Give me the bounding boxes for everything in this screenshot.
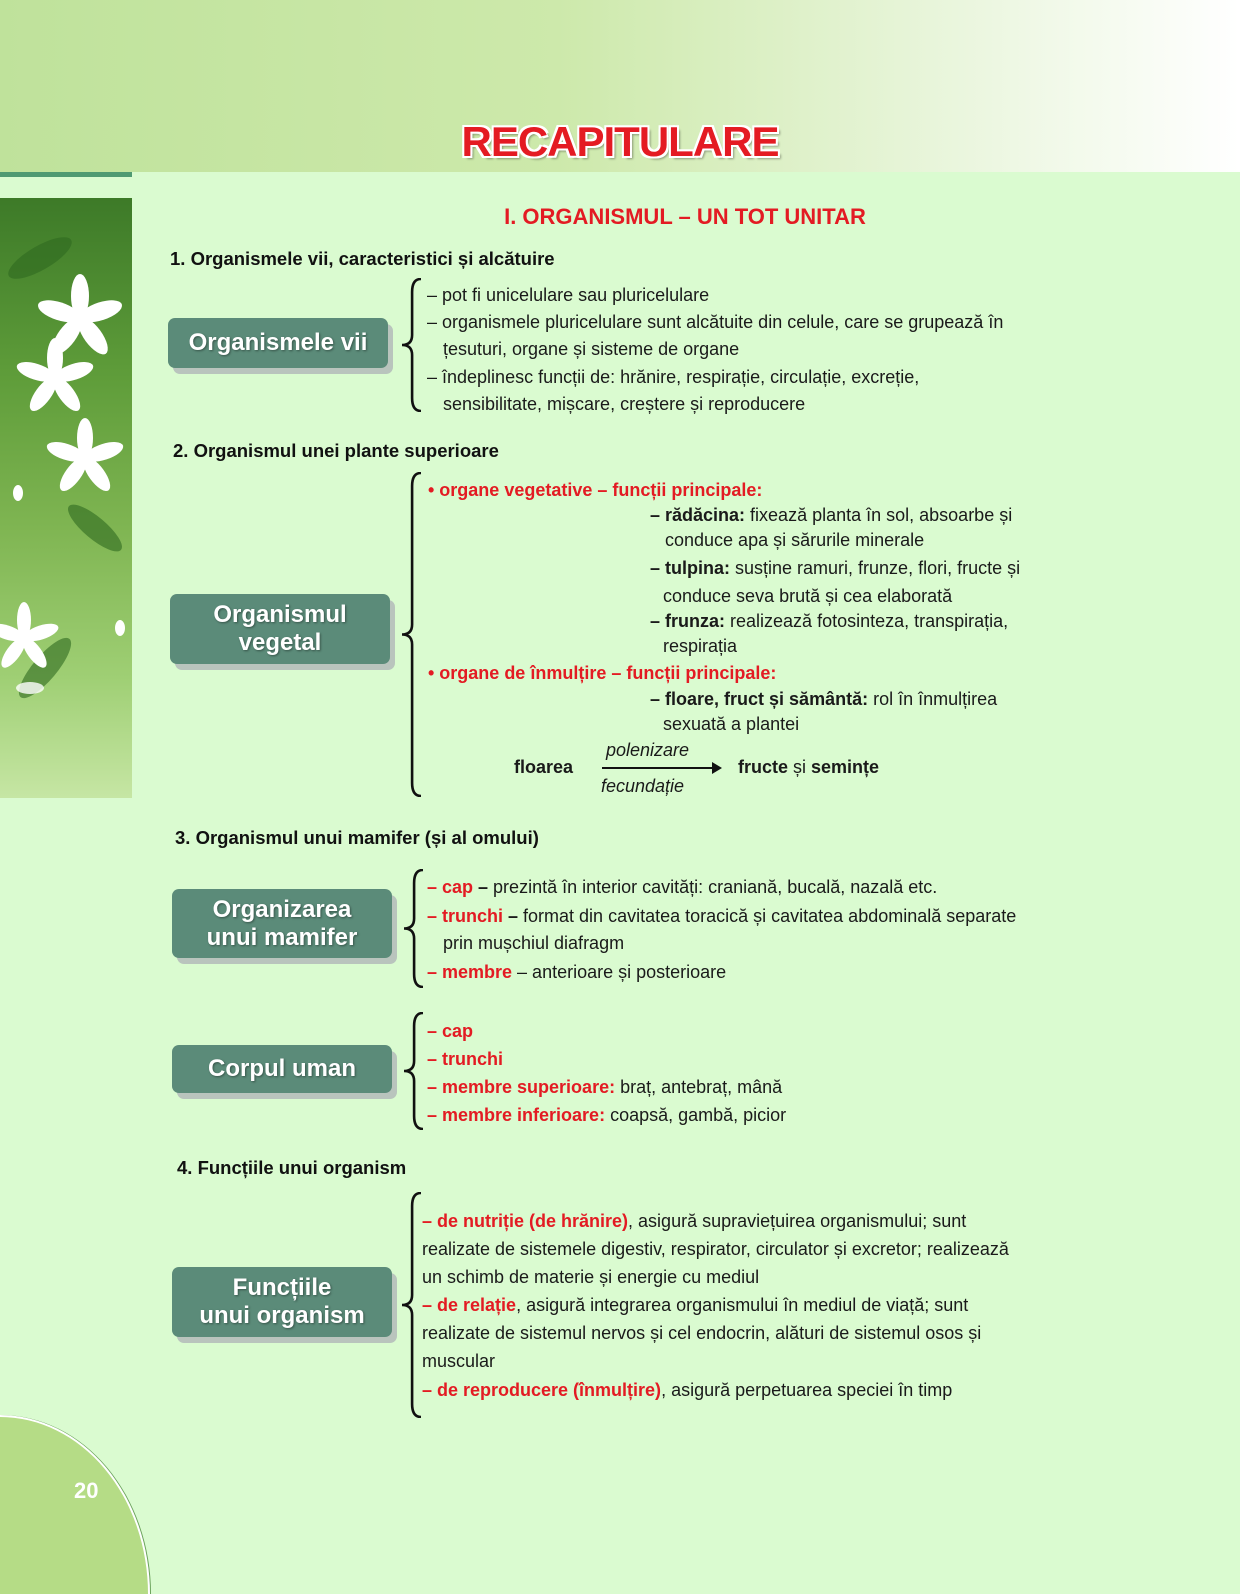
highlight-term: – membre superioare: bbox=[427, 1077, 616, 1097]
brace-path bbox=[404, 1013, 423, 1129]
box-line: unui mamifer bbox=[206, 923, 358, 951]
bold-term: – rădăcina: bbox=[650, 505, 746, 525]
text-segment: polenizare bbox=[606, 740, 690, 760]
text-segment: realizează fotosinteza, transpirația, bbox=[725, 611, 1009, 631]
text-line bbox=[427, 876, 937, 898]
curly-brace bbox=[400, 472, 422, 797]
section-title: I. ORGANISMUL – UN TOT UNITAR bbox=[504, 204, 866, 229]
text-line bbox=[650, 610, 1008, 632]
highlight-term: – de relație bbox=[422, 1295, 517, 1315]
text-line bbox=[663, 635, 737, 657]
text-segment: braț, antebraț, mână bbox=[615, 1077, 783, 1097]
highlight-term: – trunchi bbox=[427, 1049, 504, 1069]
text-line bbox=[427, 1104, 786, 1126]
brace-path bbox=[404, 870, 423, 987]
box-functiile-organism bbox=[172, 1267, 392, 1337]
text-line bbox=[422, 1266, 759, 1288]
text-segment: respirația bbox=[663, 636, 738, 656]
section-4-heading: 4. Funcțiile unui organism bbox=[177, 1157, 407, 1178]
page-number: 20 bbox=[74, 1478, 99, 1503]
box-corpul-uman: Corpul uman bbox=[172, 1045, 392, 1093]
text-line bbox=[427, 961, 726, 983]
text-line bbox=[427, 905, 1016, 927]
text-segment: țesuturi, organe și sisteme de organe bbox=[443, 339, 740, 359]
bold-term: – bbox=[473, 877, 489, 897]
bold-term: fructe bbox=[738, 757, 789, 777]
text-line bbox=[422, 1210, 966, 1232]
box-organismele-vii: Organismele vii bbox=[168, 318, 388, 368]
section-2-heading-text: . Organismul unei plante superioare bbox=[183, 440, 499, 461]
header-divider bbox=[0, 172, 132, 177]
jasmine-flower-photo bbox=[0, 198, 132, 798]
box-organismul-vegetal bbox=[170, 594, 390, 664]
text-line bbox=[663, 713, 799, 735]
text-segment: realizate de sistemul nervos și cel endocrin, alături de sistemul osos și bbox=[422, 1323, 982, 1343]
text-segment: prin mușchiul diafragm bbox=[443, 933, 625, 953]
text-line bbox=[443, 338, 739, 360]
page-title: RECAPITULARE bbox=[461, 118, 779, 165]
text-line bbox=[650, 688, 997, 710]
text-line bbox=[422, 1322, 981, 1344]
text-line bbox=[428, 479, 762, 501]
box-line: unui organism bbox=[199, 1302, 365, 1329]
text-line bbox=[650, 504, 1012, 526]
text-line bbox=[663, 585, 952, 607]
brace-path bbox=[402, 473, 421, 796]
text-segment: sensibilitate, mișcare, creștere și reproducere bbox=[443, 394, 806, 414]
text-line bbox=[514, 756, 573, 778]
text-segment: și bbox=[788, 757, 812, 777]
box-line: Organizarea bbox=[212, 895, 352, 923]
arrow-icon bbox=[602, 767, 714, 769]
text-segment: realizate de sistemele digestiv, respirator, circulator și excretor; realizează bbox=[422, 1239, 1009, 1259]
text-line bbox=[428, 662, 776, 684]
highlight-term: – membre inferioare: bbox=[427, 1105, 606, 1125]
bold-term: semințe bbox=[811, 757, 880, 777]
text-line bbox=[427, 284, 709, 306]
text-line bbox=[422, 1238, 1009, 1260]
text-segment: rol în înmulțirea bbox=[868, 689, 998, 709]
highlight-term: – de reproducere (înmulțire) bbox=[422, 1380, 662, 1400]
text-segment: – pot fi unicelulare sau pluricelulare bbox=[427, 285, 710, 305]
text-line bbox=[443, 932, 624, 954]
text-line bbox=[422, 1379, 952, 1401]
brace-path bbox=[402, 279, 421, 411]
text-line bbox=[427, 1048, 503, 1070]
brace-path bbox=[402, 1193, 421, 1417]
bold-term: – frunza: bbox=[650, 611, 726, 631]
highlight-term: • organe de înmulțire – funcții principale: bbox=[428, 663, 777, 683]
section-2-heading bbox=[173, 440, 499, 462]
highlight-term: – trunchi bbox=[427, 906, 504, 926]
text-segment: – organismele pluricelulare sunt alcătuite din celule, care se grupează în bbox=[427, 312, 1004, 332]
text-segment: , asigură perpetuarea speciei în timp bbox=[661, 1380, 953, 1400]
bold-term: – tulpina: bbox=[650, 558, 730, 578]
bold-term: – bbox=[503, 906, 519, 926]
curly-brace bbox=[400, 1192, 422, 1418]
text-line bbox=[606, 739, 689, 761]
text-line bbox=[422, 1294, 968, 1316]
text-segment: , asigură supraviețuirea organismului; sunt bbox=[628, 1211, 967, 1231]
curly-brace bbox=[402, 869, 424, 988]
text-segment: fixează planta în sol, absoarbe și bbox=[745, 505, 1013, 525]
highlight-term: • organe vegetative – funcții principale: bbox=[428, 480, 763, 500]
curly-brace bbox=[402, 1012, 424, 1130]
text-segment: , asigură integrarea organismului în mediul de viață; sunt bbox=[516, 1295, 969, 1315]
text-segment: – anterioare și posterioare bbox=[512, 962, 727, 982]
text-segment: sexuată a plantei bbox=[663, 714, 800, 734]
text-line bbox=[443, 393, 805, 415]
highlight-term: – cap bbox=[427, 1021, 474, 1041]
page-corner-tab bbox=[0, 1415, 150, 1594]
text-segment: – îndeplinesc funcții de: hrănire, respirație, circulație, excreție, bbox=[427, 367, 920, 387]
text-segment: coapsă, gambă, picior bbox=[605, 1105, 787, 1125]
text-segment: un schimb de materie și energie cu mediul bbox=[422, 1267, 760, 1287]
text-line bbox=[427, 366, 919, 388]
box-line: Organismul bbox=[213, 601, 347, 628]
box-line: Funcțiile bbox=[232, 1274, 332, 1301]
highlight-term: – membre bbox=[427, 962, 513, 982]
text-segment: fecundație bbox=[601, 776, 685, 796]
text-line bbox=[427, 1076, 782, 1098]
section-3-heading: 3. Organismul unui mamifer (și al omului) bbox=[175, 827, 539, 848]
bold-term: – floare, fruct și sământă: bbox=[650, 689, 869, 709]
box-line: vegetal bbox=[238, 629, 322, 656]
section-2-number: 2 bbox=[173, 440, 184, 461]
text-segment: conduce seva brută și cea elaborată bbox=[663, 586, 953, 606]
text-segment: susține ramuri, frunze, flori, fructe și bbox=[730, 558, 1021, 578]
bold-term: floarea bbox=[514, 757, 574, 777]
highlight-term: – de nutriție (de hrănire) bbox=[422, 1211, 629, 1231]
text-segment: conduce apa și sărurile minerale bbox=[665, 530, 925, 550]
section-1-heading: 1. Organismele vii, caracteristici și alcătuire bbox=[170, 248, 555, 269]
text-line bbox=[665, 529, 924, 551]
text-line bbox=[650, 557, 1020, 579]
text-segment: format din cavitatea toracică și cavitatea abdominală separate bbox=[518, 906, 1017, 926]
text-line bbox=[427, 311, 1003, 333]
text-line bbox=[427, 1020, 473, 1042]
box-organizarea-mamifer bbox=[172, 889, 392, 958]
text-line bbox=[601, 775, 684, 797]
text-segment: muscular bbox=[422, 1351, 496, 1371]
curly-brace bbox=[400, 278, 422, 412]
highlight-term: – cap bbox=[427, 877, 474, 897]
text-line bbox=[738, 756, 879, 778]
text-segment: prezintă în interior cavități: craniană, bucală, nazală etc. bbox=[488, 877, 938, 897]
text-line bbox=[422, 1350, 495, 1372]
